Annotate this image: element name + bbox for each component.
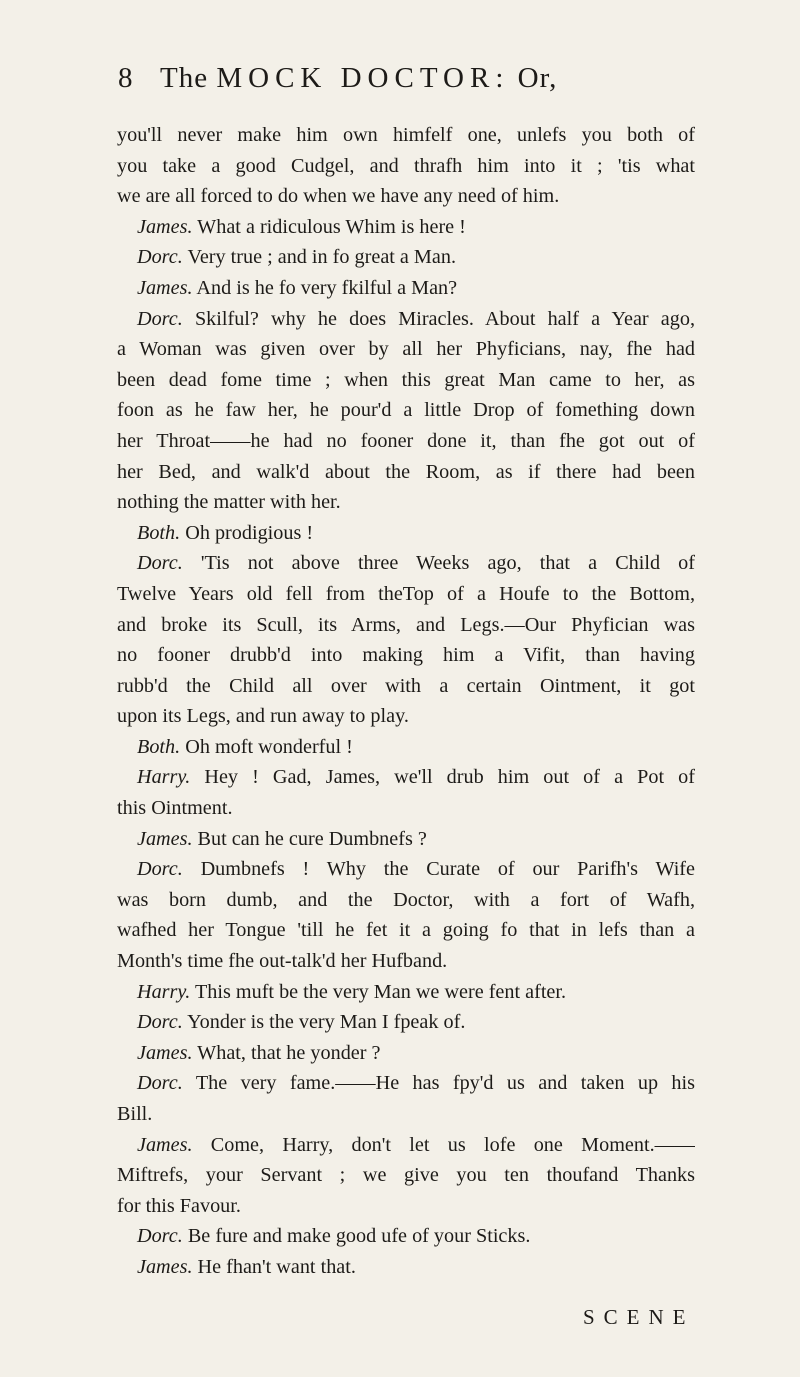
line-text: been dead fome time ; when this great Man came to her, as <box>117 368 695 391</box>
line-text: The very fame.——He has fpy'd us and taken up his <box>182 1072 695 1095</box>
line-text: you take a good Cudgel, and thrafh him into it ; 'tis what <box>117 154 695 177</box>
text-line <box>117 1252 695 1283</box>
text-line <box>117 701 695 732</box>
line-text: a Woman was given over by all her Phyficians, nay, fhe had <box>117 338 695 361</box>
text-line <box>117 1130 695 1161</box>
line-text: this Ointment. <box>117 797 233 820</box>
line-text: Come, Harry, don't let us lofe one Moment.—— <box>192 1133 695 1156</box>
line-text: What, that he yonder ? <box>192 1041 381 1064</box>
text-line <box>117 793 695 824</box>
text-line <box>117 212 695 243</box>
text-line <box>117 915 695 946</box>
line-text: for this Favour. <box>117 1194 241 1217</box>
line-text: Hey ! Gad, James, we'll drub him out of a Pot of <box>190 766 695 789</box>
page-number: 8 <box>118 62 133 94</box>
text-line <box>117 579 695 610</box>
line-text: Skilful? why he does Miracles. About half a Year ago, <box>182 307 695 330</box>
speaker-name: Dorc. <box>137 1011 183 1034</box>
running-title-suffix: Or, <box>517 62 558 94</box>
speaker-name: James. <box>137 1255 193 1278</box>
line-text: her Bed, and walk'd about the Room, as if there had been <box>117 460 695 483</box>
line-text: her Throat——he had no fooner done it, than fhe got out of <box>117 429 695 452</box>
text-line <box>117 181 695 212</box>
speaker-name: Dorc. <box>137 246 183 269</box>
line-text: What a ridiculous Whim is here ! <box>192 215 466 238</box>
running-title-prefix: The <box>160 62 209 94</box>
running-title-caps: MOCK DOCTOR: <box>216 62 510 94</box>
line-text: no fooner drubb'd into making him a Vifit, than having <box>117 644 695 667</box>
running-header <box>118 62 698 102</box>
line-text: Twelve Years old fell from theTop of a Houfe to the Bottom, <box>117 582 695 605</box>
text-line <box>117 671 695 702</box>
text-line <box>117 610 695 641</box>
line-text: was born dumb, and the Doctor, with a fort of Wafh, <box>117 888 695 911</box>
speaker-name: James. <box>137 827 193 850</box>
text-line <box>117 120 695 151</box>
line-text: This muft be the very Man we were fent after. <box>190 980 567 1003</box>
text-line <box>117 457 695 488</box>
speaker-name: James. <box>137 1041 193 1064</box>
text-line <box>117 762 695 793</box>
text-line <box>117 977 695 1008</box>
line-text: But can he cure Dumbnefs ? <box>192 827 427 850</box>
text-line <box>117 1099 695 1130</box>
text-line <box>117 548 695 579</box>
speaker-name: James. <box>137 276 193 299</box>
speaker-name: Dorc. <box>137 1225 183 1248</box>
speaker-name: Dorc. <box>137 307 183 330</box>
text-line <box>117 1007 695 1038</box>
line-text: foon as he faw her, he pour'd a little Drop of fomething down <box>117 399 695 422</box>
text-line <box>117 1221 695 1252</box>
speaker-name: Harry. <box>137 766 191 789</box>
line-text: Yonder is the very Man I fpeak of. <box>182 1011 466 1034</box>
speaker-name: Dorc. <box>137 1072 183 1095</box>
body-text <box>117 120 695 1283</box>
speaker-name: Dorc. <box>137 552 183 575</box>
text-line <box>117 1068 695 1099</box>
text-line <box>117 273 695 304</box>
text-line <box>117 946 695 977</box>
text-line <box>117 334 695 365</box>
text-line <box>117 885 695 916</box>
text-line <box>117 151 695 182</box>
text-line <box>117 824 695 855</box>
text-line <box>117 365 695 396</box>
speaker-name: Harry. <box>137 980 191 1003</box>
running-title <box>160 62 557 95</box>
text-line <box>117 518 695 549</box>
line-text: nothing the matter with her. <box>117 491 341 514</box>
text-line <box>117 304 695 335</box>
text-line <box>117 1191 695 1222</box>
speaker-name: Both. <box>137 735 181 758</box>
text-line <box>117 1160 695 1191</box>
line-text: Oh moft wonderful ! <box>180 735 353 758</box>
catchword: SCENE <box>583 1305 695 1329</box>
speaker-name: James. <box>137 215 193 238</box>
line-text: And is he fo very fkilful a Man? <box>192 276 458 299</box>
line-text: 'Tis not above three Weeks ago, that a Child of <box>182 552 695 575</box>
line-text: upon its Legs, and run away to play. <box>117 705 409 728</box>
line-text: He fhan't want that. <box>192 1255 356 1278</box>
speaker-name: Both. <box>137 521 181 544</box>
line-text: Miftrefs, your Servant ; we give you ten thoufand Thanks <box>117 1164 695 1187</box>
text-line <box>117 487 695 518</box>
text-line <box>117 426 695 457</box>
text-line <box>117 1038 695 1069</box>
speaker-name: James. <box>137 1133 193 1156</box>
line-text: wafhed her Tongue 'till he fet it a going fo that in lefs than a <box>117 919 695 942</box>
line-text: Very true ; and in fo great a Man. <box>182 246 456 269</box>
text-line <box>117 854 695 885</box>
speaker-name: Dorc. <box>137 858 183 881</box>
line-text: Oh prodigious ! <box>180 521 314 544</box>
line-text: Dumbnefs ! Why the Curate of our Parifh's Wife <box>182 858 695 881</box>
text-line <box>117 640 695 671</box>
line-text: and broke its Scull, its Arms, and Legs.—Our Phyfician was <box>117 613 695 636</box>
line-text: Month's time fhe out-talk'd her Hufband. <box>117 950 448 973</box>
line-text: we are all forced to do when we have any need of him. <box>117 185 560 208</box>
line-text: Bill. <box>117 1103 153 1125</box>
line-text: Be fure and make good ufe of your Sticks. <box>182 1225 531 1248</box>
text-line <box>117 732 695 763</box>
line-text: you'll never make him own himfelf one, unlefs you both of <box>117 124 695 146</box>
text-line <box>117 242 695 273</box>
text-line <box>117 395 695 426</box>
line-text: rubb'd the Child all over with a certain Ointment, it got <box>117 674 695 697</box>
